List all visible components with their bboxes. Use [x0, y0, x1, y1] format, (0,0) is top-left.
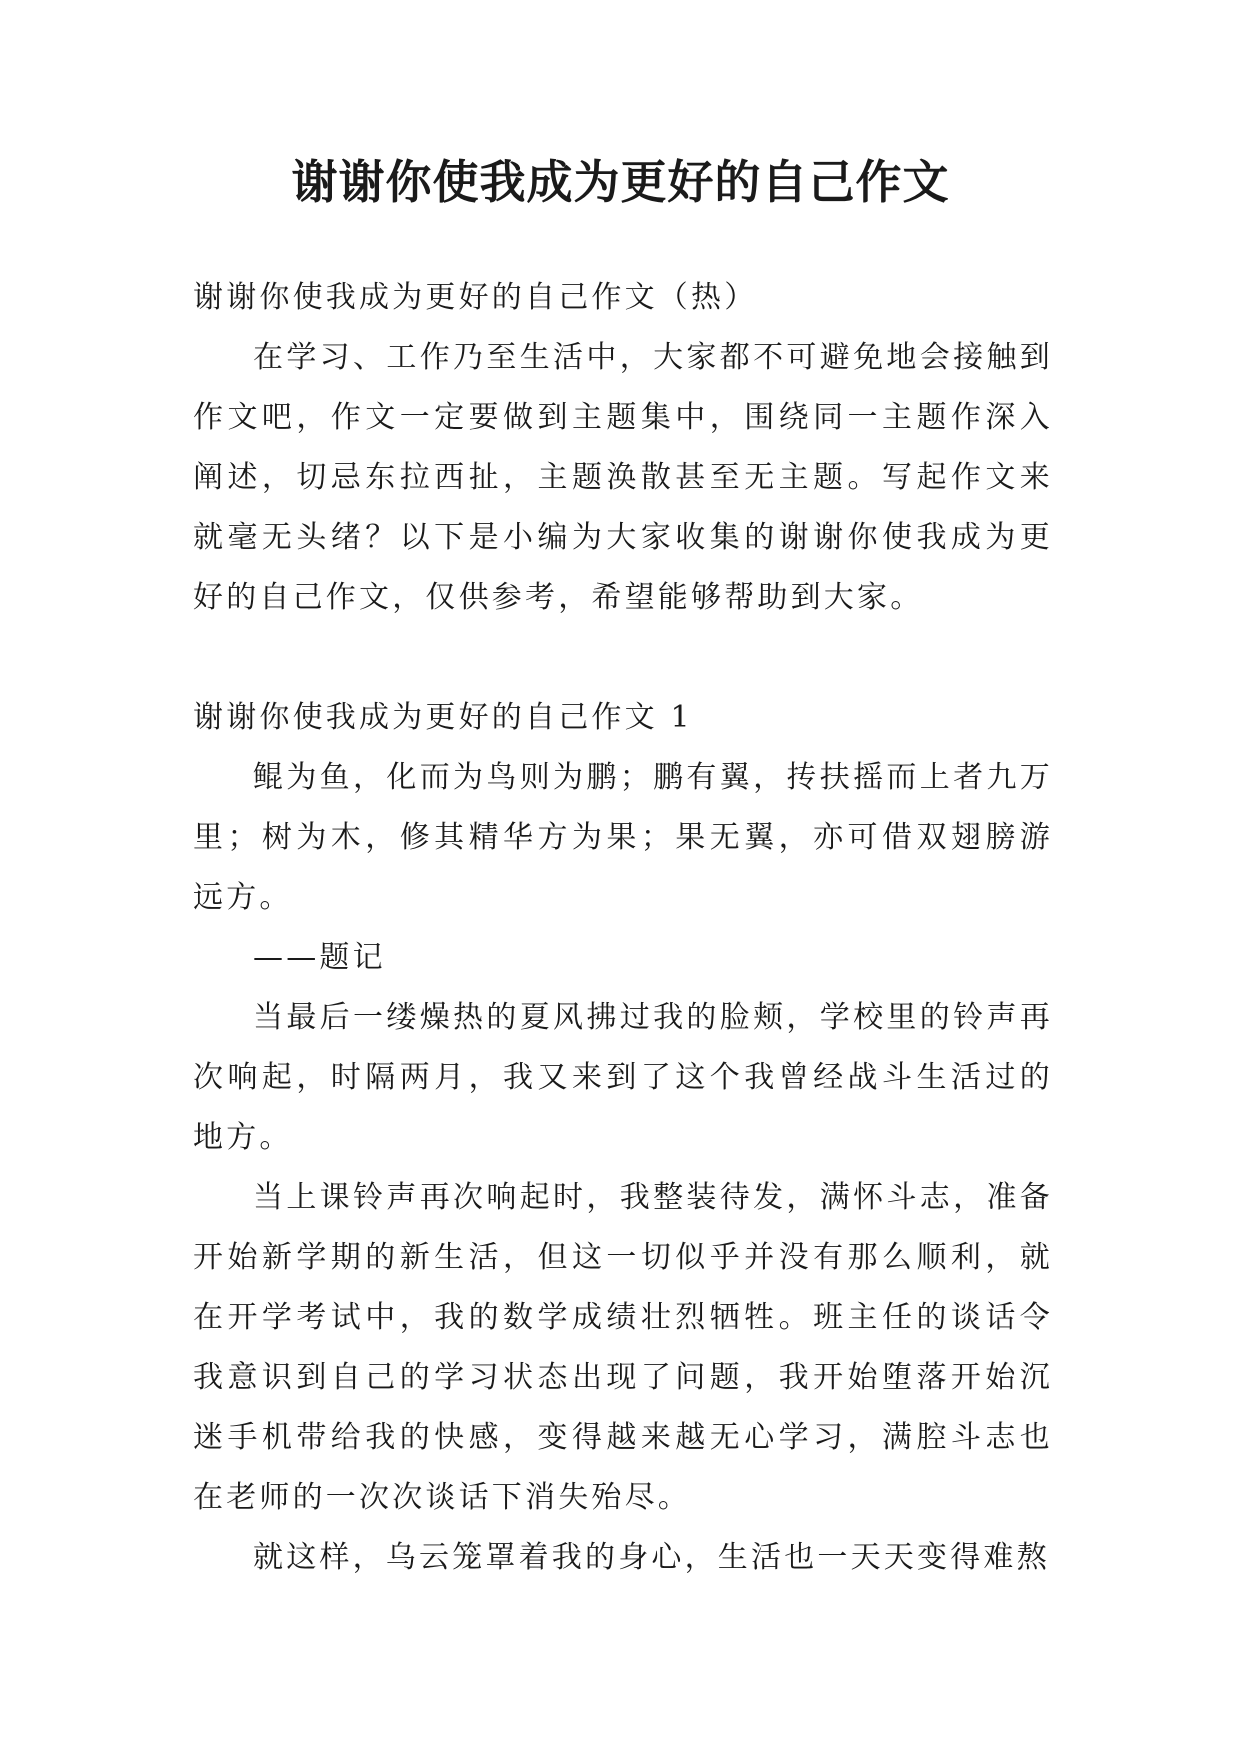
- essay-paragraph: 就这样，乌云笼罩着我的身心，生活也一天天变得难熬: [253, 1540, 1050, 1575]
- intro-heading: 谢谢你使我成为更好的自己作文（热）: [193, 280, 758, 315]
- essay-paragraph: 当最后一缕燥热的夏风拂过我的脸颊，学校里的铃声再次响起，时隔两月，我又来到了这个我曾经战斗生活过的地方。: [193, 1000, 1053, 1155]
- essay-heading: 谢谢你使我成为更好的自己作文 1: [193, 700, 693, 735]
- essay-paragraph: 当上课铃声再次响起时，我整装待发，满怀斗志，准备开始新学期的新生活，但这一切似乎并没有那么顺利，就在开学考试中，我的数学成绩壮烈牺牲。班主任的谈话令我意识到自己的学习状态出现了问题，我开始堕落开始沉迷手机带给我的快感，变得越来越无心学习，满腔斗志也在老师的一次次谈话下消失殆尽。: [193, 1180, 1053, 1515]
- document-body: [193, 268, 1053, 1588]
- epigraph-attribution: ——题记: [253, 940, 386, 975]
- section-spacer: [193, 628, 1053, 688]
- intro-paragraph: 在学习、工作乃至生活中，大家都不可避免地会接触到作文吧，作文一定要做到主题集中，围绕同一主题作深入阐述，切忌东拉西扯，主题涣散甚至无主题。写起作文来就毫无头绪？以下是小编为大家收集的谢谢你使我成为更好的自己作文，仅供参考，希望能够帮助到大家。: [193, 340, 1053, 615]
- document-title: 谢谢你使我成为更好的自己作文: [291, 155, 950, 209]
- essay-paragraph: 鲲为鱼，化而为鸟则为鹏；鹏有翼，抟扶摇而上者九万里；树为木，修其精华方为果；果无翼，亦可借双翅膀游远方。: [193, 760, 1053, 915]
